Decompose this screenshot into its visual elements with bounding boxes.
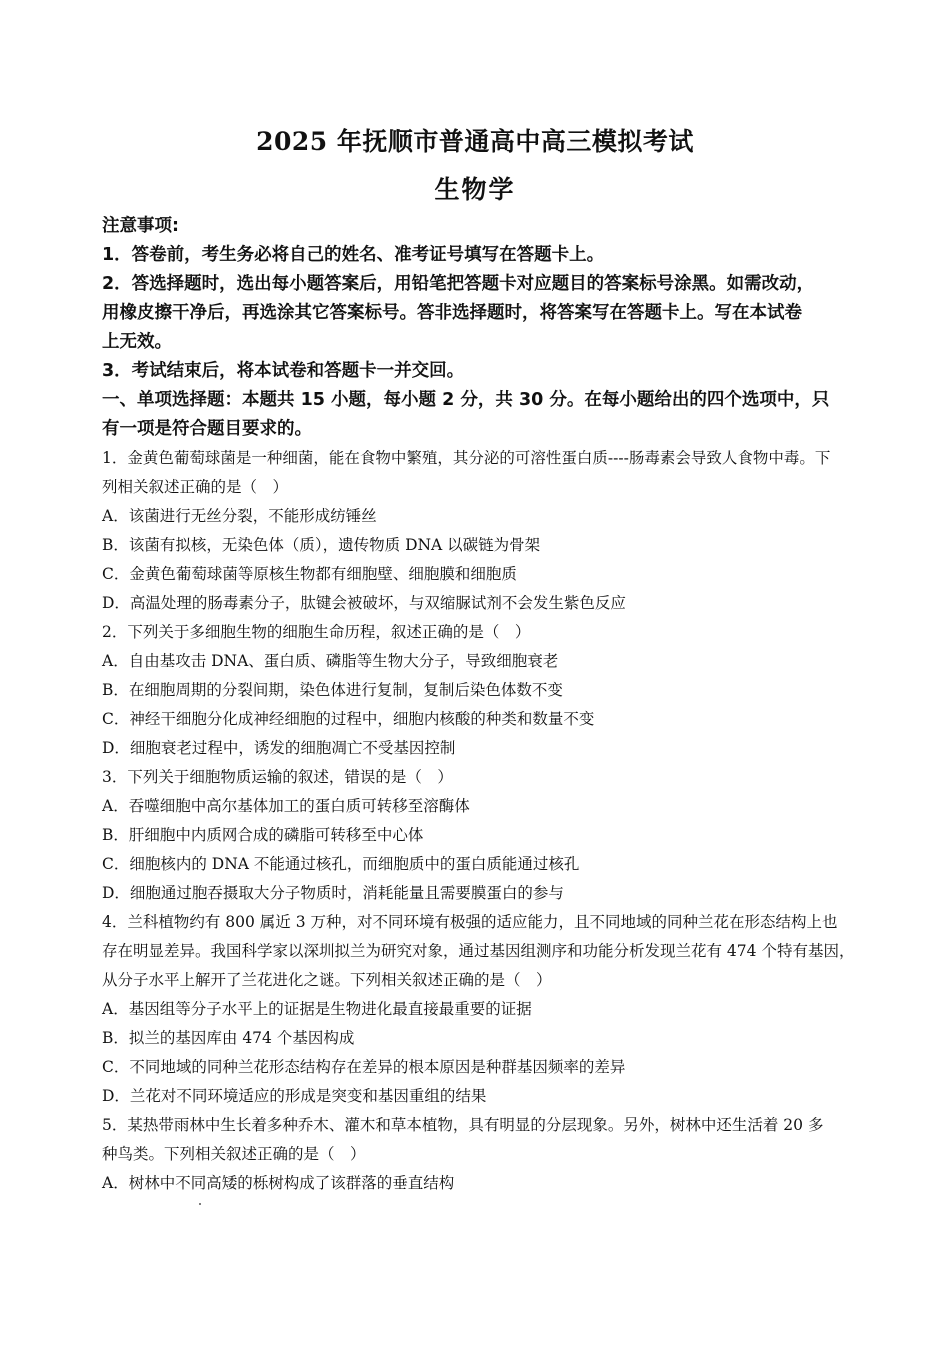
question-line: 从分子水平上解开了兰花进化之谜。下列相关叙述正确的是（ ）	[102, 971, 552, 989]
option-line: B．在细胞周期的分裂间期，染色体进行复制，复制后染色体数不变	[102, 681, 563, 699]
option-line: C．金黄色葡萄球菌等原核生物都有细胞壁、细胞膜和细胞质	[102, 565, 517, 583]
option-line: D．高温处理的肠毒素分子，肽键会被破坏，与双缩脲试剂不会发生紫色反应	[102, 594, 626, 612]
question-line: 4．兰科植物约有 800 属近 3 万种，对不同环境有极强的适应能力，且不同地域的同种兰花在形态结构上也	[102, 913, 838, 931]
notes-item: 1．答卷前，考生务必将自己的姓名、准考证号填写在答题卡上。	[102, 245, 605, 265]
option-line: D．兰花对不同环境适应的形成是突变和基因重组的结果	[102, 1087, 487, 1105]
notes-item: 用橡皮擦干净后，再选涂其它答案标号。答非选择题时，将答案写在答题卡上。写在本试卷	[102, 303, 802, 323]
option-line: D．细胞通过胞吞摄取大分子物质时，消耗能量且需要膜蛋白的参与	[102, 884, 564, 902]
question-line: 3．下列关于细胞物质运输的叙述，错误的是（ ）	[102, 768, 453, 786]
question-line: 存在明显差异。我国科学家以深圳拟兰为研究对象，通过基因组测序和功能分析发现兰花有 474 个特有基因，	[102, 942, 855, 960]
option-line: C．细胞核内的 DNA 不能通过核孔，而细胞质中的蛋白质能通过核孔	[102, 855, 580, 873]
notes-section	[102, 212, 862, 444]
question-line: 种鸟类。下列相关叙述正确的是（ ）	[102, 1145, 366, 1163]
subject-title: 生物学	[434, 175, 516, 204]
exam-title: 2025 年抚顺市普通高中高三模拟考试	[256, 127, 694, 156]
option-line: A．自由基攻击 DNA、蛋白质、磷脂等生物大分子，导致细胞衰老	[102, 652, 559, 670]
notes-item: 3．考试结束后，将本试卷和答题卡一并交回。	[102, 361, 465, 381]
option-line: C．不同地域的同种兰花形态结构存在差异的根本原因是种群基因频率的差异	[102, 1058, 626, 1076]
question-line: 1．金黄色葡萄球菌是一种细菌，能在食物中繁殖，其分泌的可溶性蛋白质----肠毒素会导致人食物中毒。下	[102, 449, 831, 467]
question-line: 列相关叙述正确的是（ ）	[102, 478, 289, 496]
option-line: A．该菌进行无丝分裂，不能形成纺锤丝	[102, 507, 377, 525]
option-line: B．该菌有拟核，无染色体（质），遗传物质 DNA 以碳链为骨架	[102, 536, 541, 554]
notes-item: 2．答选择题时，选出每小题答案后，用铅笔把答题卡对应题目的答案标号涂黑。如需改动，	[102, 274, 815, 294]
notes-item: 上无效。	[102, 332, 172, 352]
section-heading: 一、单项选择题：本题共 15 小题，每小题 2 分，共 30 分。在每小题给出的四个选项中，只	[102, 390, 830, 410]
option-line: B．肝细胞中内质网合成的磷脂可转移至中心体	[102, 826, 424, 844]
section-heading: 有一项是符合题目要求的。	[102, 419, 312, 439]
question-line: 5．某热带雨林中生长着多种乔木、灌木和草本植物，具有明显的分层现象。另外，树林中还生活着 20 多	[102, 1116, 824, 1134]
question-line: 2．下列关于多细胞生物的细胞生命历程，叙述正确的是（ ）	[102, 623, 531, 641]
stray-dot	[199, 1203, 201, 1205]
option-line: A．吞噬细胞中高尔基体加工的蛋白质可转移至溶酶体	[102, 797, 470, 815]
option-line: D．细胞衰老过程中，诱发的细胞凋亡不受基因控制	[102, 739, 456, 757]
option-line: A．树林中不同高矮的栎树构成了该群落的垂直结构	[102, 1174, 455, 1192]
notes-heading: 注意事项:	[102, 216, 179, 236]
option-line: A．基因组等分子水平上的证据是生物进化最直接最重要的证据	[102, 1000, 532, 1018]
questions-list	[102, 444, 862, 1198]
option-line: B．拟兰的基因库由 474 个基因构成	[102, 1029, 355, 1047]
option-line: C．神经干细胞分化成神经细胞的过程中，细胞内核酸的种类和数量不变	[102, 710, 595, 728]
